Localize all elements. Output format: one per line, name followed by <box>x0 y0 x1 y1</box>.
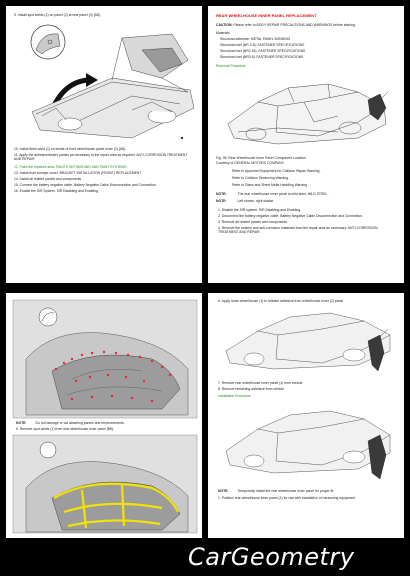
materials-label: Materials <box>216 31 230 35</box>
manual-page-3 <box>6 293 202 538</box>
installation-procedure-label: Installation Procedure <box>218 394 251 398</box>
spot-weld-locations-figure <box>12 299 198 419</box>
note-temporary-install: NOTE: Temporarily install the rear wheelhouse inner panel for proper fit. <box>218 489 335 493</box>
removal-step-3: 3. Remove all related panels and components. <box>218 220 288 224</box>
figure-courtesy: Courtesy of GENERAL MOTORS COMPANY <box>216 161 284 165</box>
removal-step-4: 4. Remove the sealers and anti-corrosion materials from the repair area as necessary. ANTI-CORROSION TREATMENT AND REPAIR. <box>218 226 378 235</box>
removal-step-5: 5. Remove spot welds (1) from rear wheelhouse inner panel [B8]. <box>16 427 114 431</box>
install-step-1: 1. Position rear wheelhouse inner panel (1) for use with installation of measuring equipment. <box>218 496 357 500</box>
step-5: 5. Install spot welds (1) on panel (2) at rear panel (3) [A8]. <box>14 13 101 17</box>
note-do-not-damage: NOTE: Do not damage or cut attaching panels and reinforcements. <box>16 421 125 425</box>
refer-warning-2: Refer to Collision Sectioning Warning . <box>232 176 290 180</box>
removal-step-1: 1. Disable the SIR system. SIR Disabling and Enabling. <box>218 208 302 212</box>
step-11: 11. Apply the adhesive/sealer panels as necessary to the repair area as required. ANTI-CORROSION TREATMENT AND REPAIR. <box>14 153 188 162</box>
component-location-figure <box>218 72 394 152</box>
manual-page-2 <box>208 6 404 283</box>
weld-seam-highlight-figure <box>12 434 198 534</box>
manual-page-4 <box>208 293 404 538</box>
material-4: Structural rivet (BR3-8): FASTENER SPECIFICATIONS <box>220 55 304 59</box>
note-left-shown: NOTE: Left shown, right similar. <box>216 199 274 203</box>
material-1: Structural adhesive: METAL PANEL BONDING <box>220 37 291 41</box>
refer-warning-1: Refer to Approved Equipment for Collision Repair Warning . <box>232 169 322 173</box>
caution: CAUTION: Please refer to BODY REPAIR PRECAUTIONS AND WARNINGS before starting. <box>216 23 356 27</box>
step-12[interactable]: 12. Paint the repaired area. PAINTS REFINISHING AND PAINT SYSTEMS. <box>14 165 128 169</box>
step-16: 16. Enable the SIR System. SIR Disabling and Enabling. <box>14 189 99 193</box>
vehicle-body-figure-1 <box>218 305 398 377</box>
removal-step-8: 8. Remove remaining adhesive from vehicle. <box>218 387 285 391</box>
step-14: 14. Install all related panels and components. <box>14 177 83 181</box>
removal-procedure-label: Removal Procedure <box>216 64 246 68</box>
material-3: Structural rivet (BR2-18): FASTENER SPECIFICATIONS <box>220 49 306 53</box>
vehicle-body-figure-2 <box>218 401 398 485</box>
material-2: Structural rivet (BR-3.8): FASTENER SPECIFICATIONS <box>220 43 305 47</box>
removal-step-6: 6. Apply loose wheelhouse (1) to release adhesive from wheelhouse inner (2) panel. <box>218 299 345 303</box>
cargeometry-logo: CarGeometry <box>188 543 355 571</box>
removal-step-2: 2. Disconnect the battery negative cable. Battery Negative Cable Disconnection and Connection. <box>218 214 363 218</box>
figure-caption: Fig. 39: Rear Wheelhouse Inner Panel Component Location <box>216 156 306 160</box>
note-mild-steel: NOTE: The rear wheelhouse inner panel is mild steel, MILD STEEL . <box>216 192 330 196</box>
refer-warning-3: Refer to Glass and Sheet Metal Handling Warning . <box>232 183 309 187</box>
removal-step-7: 7. Remove rear wheelhouse inner panel (1) from vehicle. <box>218 381 304 385</box>
section-title: REAR WHEELHOUSE INNER PANEL REPLACEMENT <box>216 13 317 18</box>
step-13: 13. Install front bumper cover. BRACKET INSTALLATION (FRONT) REPLACEMENT. <box>14 171 142 175</box>
step-10: 10. Install 8mm weld (1) on inside of front wheelhouse panel inner (2) [A8]. <box>14 147 126 151</box>
manual-page-1 <box>6 6 202 283</box>
step-15: 15. Connect the battery negative cable. Battery Negative Cable Disconnection and Connection. <box>14 183 157 187</box>
wheelhouse-weld-figure <box>12 20 198 145</box>
